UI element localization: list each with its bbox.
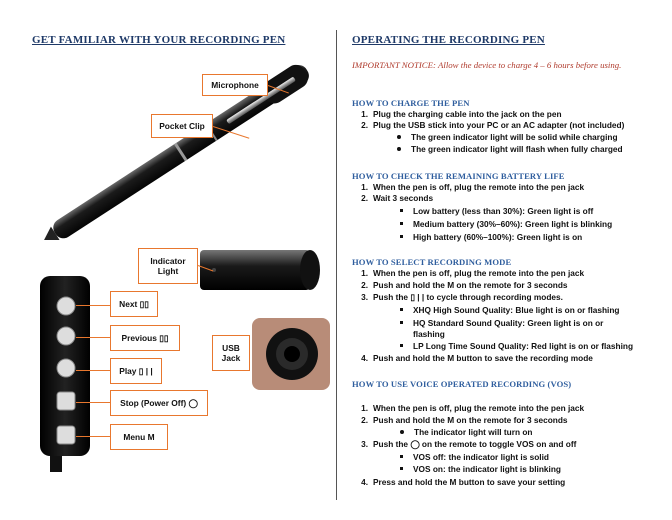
callout-line [76,402,110,403]
list-item: 3. Push the ◯ on the remote to toggle VOS on and off [361,439,577,449]
list-item: 2. Push and hold the M on the remote for 3 seconds [361,280,568,290]
label-play-button: Play ▯ | | [110,358,162,384]
list-item: 2. Push and hold the M on the remote for 3 seconds [361,415,568,425]
section-title-mode: HOW TO SELECT RECORDING MODE [352,257,512,267]
callout-line [76,436,110,437]
list-item: 1. Plug the charging cable into the jack on the pen [361,109,562,119]
list-item: 2. Wait 3 seconds [361,193,434,203]
bullet-item: Low battery (less than 30%): Green light is off [400,206,593,217]
list-item: 3. Push the ▯ | | to cycle through recording modes. [361,292,563,302]
pen-tip-image [200,238,330,308]
label-stop-button: Stop (Power Off) ◯ [110,390,208,416]
list-item: 2. Plug the USB stick into your PC or an AC adapter (not included) [361,120,625,130]
bullet-item: The indicator light will turn on [400,427,532,438]
bullet-item: HQ Standard Sound Quality: Green light is on or [400,318,603,329]
label-usb-jack: USB Jack [212,335,250,371]
label-next-button: Next ▯▯ [110,291,158,317]
list-item: 1. When the pen is off, plug the remote into the pen jack [361,268,585,278]
list-item: 1. When the pen is off, plug the remote into the pen jack [361,403,585,413]
section-title-charge: HOW TO CHARGE THE PEN [352,98,470,108]
pen-image [30,60,330,240]
bullet-item: LP Long Time Sound Quality: Red light is on or flashing [400,341,633,352]
section-title-battery: HOW TO CHECK THE REMAINING BATTERY LIFE [352,171,565,181]
bullet-item: High battery (60%–100%): Green light is on [400,232,582,243]
bullet-item: VOS on: the indicator light is blinking [400,464,561,475]
usb-jack-image [252,318,330,390]
callout-line [76,337,110,338]
list-item: 1. When the pen is off, plug the remote into the pen jack [361,182,585,192]
label-indicator-light: Indicator Light [138,248,198,284]
section-title-vos: HOW TO USE VOICE OPERATED RECORDING (VOS) [352,379,572,389]
label-menu-button: Menu M [110,424,168,450]
list-item: 4. Press and hold the M button to save your setting [361,477,566,487]
bullet-item: XHQ High Sound Quality: Blue light is on or flashing [400,305,620,316]
label-previous-button: Previous ▯▯ [110,325,180,351]
bullet-item: VOS off: the indicator light is solid [400,452,549,463]
label-pocket-clip: Pocket Clip [151,114,213,138]
left-heading: GET FAMILIAR WITH YOUR RECORDING PEN [32,34,286,46]
bullet-item: The green indicator light will flash when fully charged [397,144,623,155]
list-item: 4. Push and hold the M button to save the recording mode [361,353,593,363]
callout-line [76,370,110,371]
label-microphone: Microphone [202,74,268,96]
column-divider [336,30,337,500]
bullet-item: The green indicator light will be solid while charging [397,132,618,143]
callout-line [76,305,110,306]
bullet-item: Medium battery (30%–60%): Green light is blinking [400,219,612,230]
bullet-item-continued: flashing [413,329,445,339]
important-notice: IMPORTANT NOTICE: Allow the device to charge 4 – 6 hours before using. [352,60,622,70]
right-heading: OPERATING THE RECORDING PEN [352,34,545,46]
